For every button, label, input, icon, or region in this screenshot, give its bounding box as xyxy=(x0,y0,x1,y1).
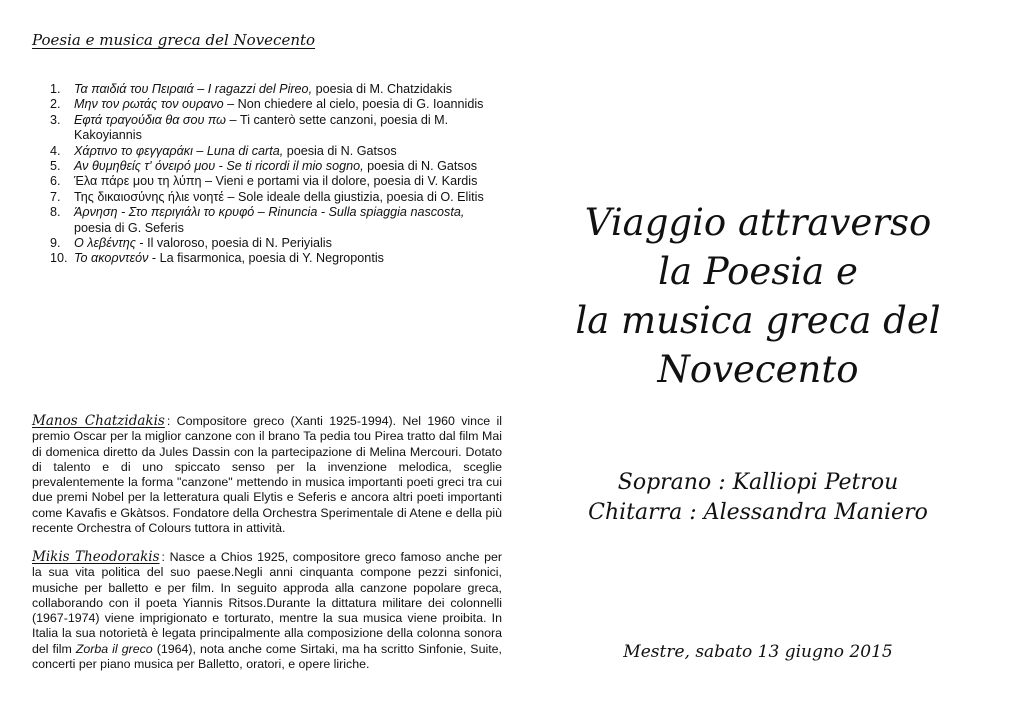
program-item-greek: Της δικαιοσύνης ήλιε νοητέ xyxy=(74,189,225,204)
bio-theodorakis-film-title: Zorba il greco xyxy=(75,641,153,656)
cover-title xyxy=(548,198,968,394)
bio-chatzidakis-sep: : xyxy=(166,414,171,428)
program-item-rest: poesia di M. Chatzidakis xyxy=(312,82,453,96)
program-item-number: 8. xyxy=(50,205,61,220)
program-item-greek: Τα παιδιά του Πειραιά xyxy=(74,82,194,96)
program-item-rest: poesia di G. Ioannidis xyxy=(358,97,484,112)
program-item-italian: La fisarmonica, xyxy=(159,251,246,266)
performer-guitar: Chitarra : Alessandra Maniero xyxy=(588,500,928,525)
cover-title-line: Viaggio attraverso xyxy=(584,201,932,244)
program-item-italian: Luna di carta, xyxy=(206,143,284,158)
program-item-italian: Vieni e portami via il dolore, xyxy=(215,174,371,189)
program-item-greek: Ο λεβέντης xyxy=(74,236,136,251)
cover-title-line: la musica greca del xyxy=(575,299,941,342)
performers xyxy=(548,468,968,528)
program-item xyxy=(50,205,490,236)
bio-theodorakis xyxy=(32,550,502,672)
program-item-italian: Non chiedere al cielo, xyxy=(237,97,359,112)
program-item-number: 7. xyxy=(50,189,61,204)
bio-theodorakis-text: Nasce a Chios 1925, compositore greco famoso anche per la sua vita politica del suo paese.Negli anni cinquanta compone pezzi sinfonici, musiche per balletto e per film. In seguito approda alla canzone popolare greca, collaborando con il poeta Yiannis Ritsos.Durante la dittatura militare dei colonnelli (1967-1974) viene imprigionato e torturato, mentre la sua musica viene proibita. In Italia la sua notorietà è legata principalmente alla composizione della colonna sonora del film xyxy=(32,550,502,656)
program-item-number: 2. xyxy=(50,97,61,112)
bio-chatzidakis-name: Manos Chatzidakis xyxy=(32,413,165,429)
bio-theodorakis-text-end: (1964), nota anche come Sirtaki, ma ha scritto Sinfonie, Suite, concerti per piano musica per Balletto, oratori, e opere liriche. xyxy=(32,641,502,672)
program-item-rest: poesia di G. Seferis xyxy=(74,220,184,235)
program-item-greek: Έλα πάρε μου τη λύπη xyxy=(74,174,202,189)
program-item xyxy=(50,251,490,266)
program-item xyxy=(50,82,490,97)
program-item-number: 4. xyxy=(50,143,61,158)
program-item-rest: poesia di N. Periyialis xyxy=(208,236,332,251)
program-item-rest: poesia di V. Kardis xyxy=(370,174,478,189)
program-item-sep: – xyxy=(254,205,269,220)
program-item-sep: – xyxy=(225,112,240,127)
program-item-greek: Χάρτινο το φεγγαράκι xyxy=(74,143,193,158)
program-item-rest: poesia di Y. Negropontis xyxy=(245,251,384,266)
header-title: Poesia e musica greca del Novecento xyxy=(32,31,316,49)
program-item-sep: - xyxy=(135,236,148,251)
bio-theodorakis-sep: : xyxy=(161,550,165,564)
program-item xyxy=(50,190,490,205)
program-item-rest: poesia di N. Gatsos xyxy=(283,143,397,158)
program-item-sep: – xyxy=(223,97,238,112)
program-item-greek: Εφτά τραγούδια θα σου πω xyxy=(74,112,226,127)
bio-chatzidakis xyxy=(32,414,502,536)
program-item-sep: – xyxy=(224,189,239,204)
program-item-number: 10. xyxy=(50,251,68,266)
program-item-sep: – xyxy=(193,82,208,96)
program-item-greek: Άρνηση - Στο περιγιάλι το κρυφό xyxy=(74,205,255,220)
cover-title-line: la Poesia e xyxy=(658,250,858,293)
program-item-rest: poesia di M. Kakoyiannis xyxy=(74,112,449,143)
performer-soprano: Soprano : Kalliopi Petrou xyxy=(617,470,899,495)
program-item-greek: Το ακορντεόν xyxy=(74,251,149,266)
program-list xyxy=(50,82,490,267)
program-item-sep: - xyxy=(148,251,160,266)
program-item-sep: – xyxy=(201,174,216,189)
program-item xyxy=(50,97,490,112)
bio-chatzidakis-text: Compositore greco (Xanti 1925-1994). Nel 1960 vince il premio Oscar per la miglior canzone con il brano Ta pedia tou Pirea tratto dal film Mai di domenica diretto da Jules Dassin con la partecipazione di Melina Mercouri. Dotato di talento e di uno spiccato senso per la invenzione melodica, sceglie prevalentemente la forma "canzone" mettendo in musica importanti poeti greci tra cui due premi Nobel per la letteratura quali Elytis e Seferis e ancora altri poeti importanti come Kavafis e Gkàtsos. Fondatore della Orchestra Sperimentale di Atene e della più recente Orchestra of Colours tuttora in attività. xyxy=(32,414,502,536)
program-item-number: 1. xyxy=(50,82,61,96)
program-item-sep: - xyxy=(215,159,227,174)
bio-theodorakis-name: Mikis Theodorakis xyxy=(32,549,160,565)
program-item-italian: Se ti ricordi il mio sogno, xyxy=(226,159,364,174)
program-item xyxy=(50,174,490,189)
program-item xyxy=(50,159,490,174)
program-item-rest: poesia di N. Gatsos xyxy=(363,159,477,174)
concert-date: Mestre, sabato 13 giugno 2015 xyxy=(623,642,893,662)
program-item-italian: Il valoroso, xyxy=(147,236,208,251)
program-item-italian: Ti canterò sette canzoni, xyxy=(239,112,377,127)
program-item-number: 9. xyxy=(50,236,61,251)
program-item-number: 5. xyxy=(50,159,61,174)
program-item-sep: – xyxy=(192,143,207,158)
program-item xyxy=(50,113,490,144)
program-item-italian: Rinuncia - Sulla spiaggia nascosta, xyxy=(268,205,465,220)
program-item-number: 6. xyxy=(50,174,61,189)
cover-title-line: Novecento xyxy=(657,348,859,391)
program-item-number: 3. xyxy=(50,112,61,127)
program-item xyxy=(50,236,490,251)
program-item xyxy=(50,144,490,159)
program-item-greek: Μην τον ρωτάς τον ουρανο xyxy=(74,97,224,112)
program-item-rest: poesia di O. Elitis xyxy=(382,189,484,204)
program-item-italian: I ragazzi del Pireo, xyxy=(207,82,313,96)
program-item-greek: Αν θυμηθείς τ' όνειρό μου xyxy=(74,159,216,174)
program-item-italian: Sole ideale della giustizia, xyxy=(238,189,383,204)
